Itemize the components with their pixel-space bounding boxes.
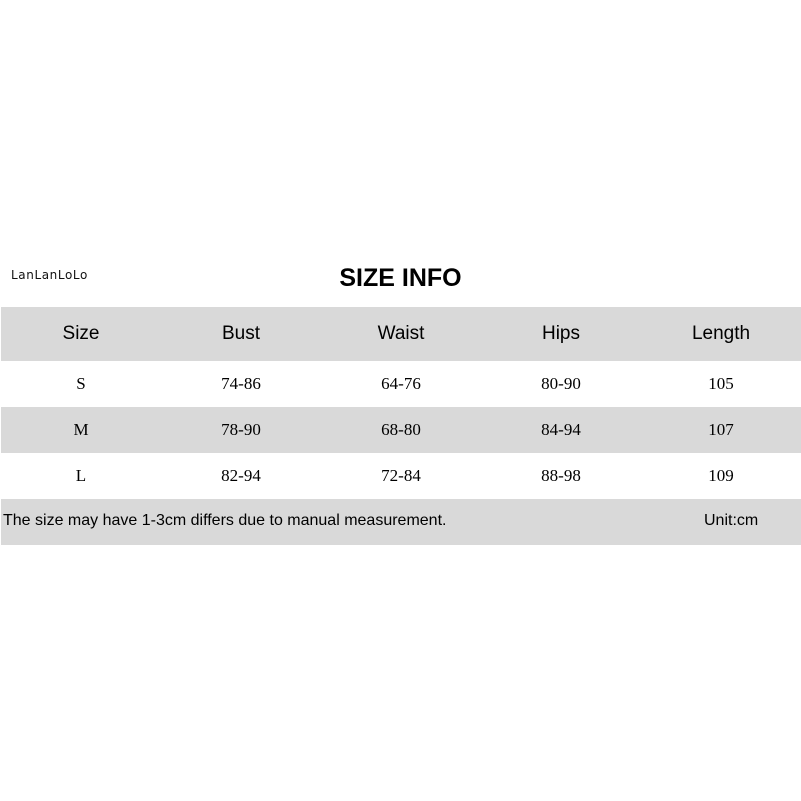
table-row-l — [1, 453, 801, 499]
cell-hips: 88-98 — [541, 466, 581, 485]
cell-length: 109 — [708, 466, 734, 485]
table-row-s — [1, 361, 801, 407]
cell-bust: 74-86 — [221, 374, 261, 393]
brand-logo: LanLanLoLo — [11, 268, 88, 282]
table-row-m — [1, 407, 801, 453]
header-bust: Bust — [221, 323, 261, 344]
cell-length: 105 — [708, 374, 734, 393]
header-waist: Waist — [377, 323, 425, 344]
cell-waist: 64-76 — [381, 374, 421, 393]
cell-bust: 82-94 — [221, 466, 261, 485]
cell-size: S — [76, 374, 86, 393]
header-hips: Hips — [541, 323, 580, 344]
table-footer — [1, 499, 801, 545]
header-length: Length — [691, 323, 751, 344]
page-title: SIZE INFO — [339, 264, 462, 292]
cell-bust: 78-90 — [221, 420, 261, 439]
header-size: Size — [62, 323, 100, 344]
unit-label: Unit:cm — [704, 512, 759, 529]
cell-hips: 84-94 — [541, 420, 581, 439]
cell-size: L — [75, 466, 87, 485]
cell-waist: 68-80 — [381, 420, 421, 439]
cell-length: 107 — [708, 420, 734, 439]
measurement-note: The size may have 1-3cm differs due to manual measurement. — [3, 512, 447, 529]
table-header-row — [1, 307, 801, 361]
size-table — [1, 307, 801, 545]
cell-size: M — [73, 420, 89, 439]
cell-waist: 72-84 — [381, 466, 421, 485]
cell-hips: 80-90 — [541, 374, 581, 393]
